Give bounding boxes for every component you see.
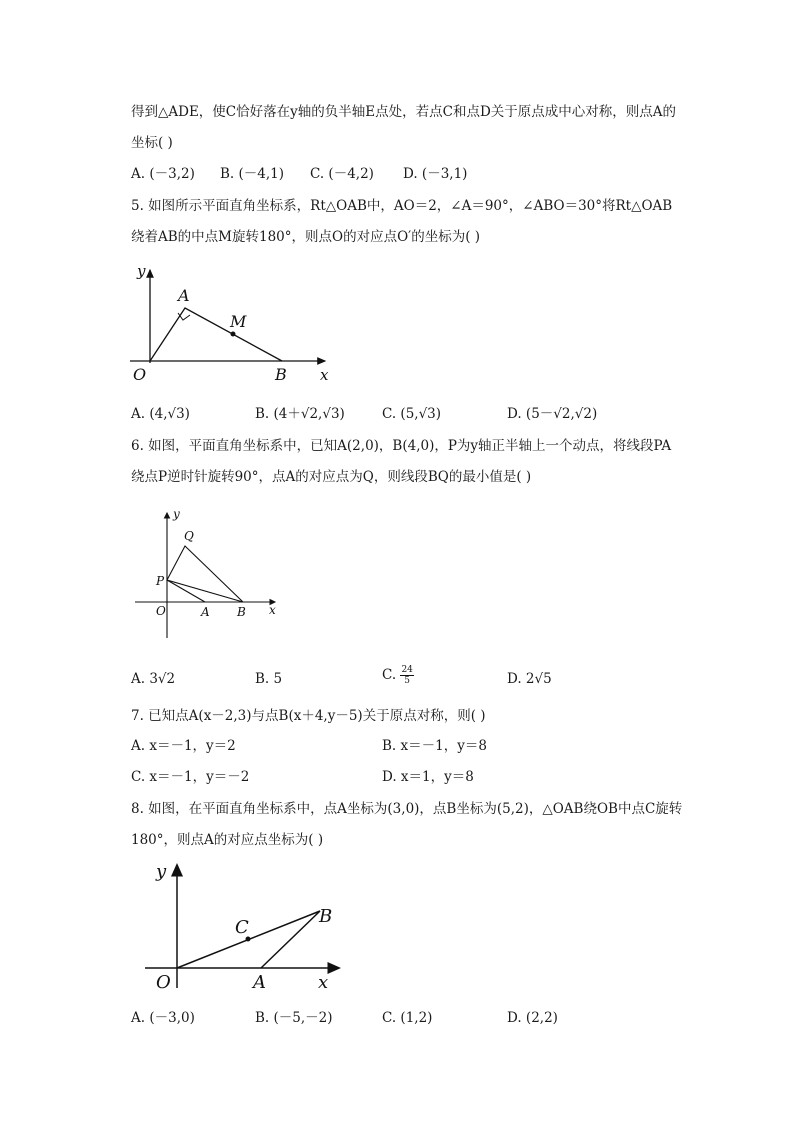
q4-stem-line2: 坐标( ): [131, 135, 173, 151]
q8-label-c: C: [235, 917, 249, 938]
q5-option-a[interactable]: A. (4,√3): [131, 406, 190, 422]
q5-label-b: B: [275, 365, 287, 384]
q7-option-b[interactable]: B. x＝－1，y＝8: [382, 738, 487, 754]
q6-option-d[interactable]: D. 2√5: [507, 671, 552, 687]
q6-triangle: [167, 546, 243, 602]
q8-label-o: O: [156, 972, 171, 993]
q6-stem-line1: 6. 如图，平面直角坐标系中，已知A(2,0)，B(4,0)，P为y轴正半轴上一个动点，将线段PA: [131, 438, 672, 454]
q5-label-y: y: [137, 262, 146, 280]
q6-figure: [130, 505, 280, 640]
q8-option-b[interactable]: B. (－5,－2): [255, 1010, 333, 1026]
q5-option-d[interactable]: D. (5－√2,√2): [507, 406, 598, 422]
q5-point-m: [231, 332, 236, 337]
q6-label-x: x: [269, 603, 276, 617]
q8-label-y: y: [156, 861, 167, 882]
q8-figure: [140, 858, 345, 993]
q6-label-y: y: [173, 507, 180, 521]
q4-stem-line1: 得到△ADE，使C恰好落在y轴的负半轴E点处，若点C和点D关于原点成中心对称，则点A的: [131, 104, 677, 120]
q5-label-a: A: [178, 286, 190, 305]
q6-stem-line2: 绕点P逆时针旋转90°，点A的对应点为Q，则线段BQ的最小值是( ): [131, 469, 532, 485]
q6-segment-pa: [167, 580, 205, 602]
q5-figure: [125, 258, 340, 388]
q8-label-b: B: [319, 906, 333, 927]
q5-option-c[interactable]: C. (5,√3): [382, 406, 442, 422]
q5-label-o: O: [133, 365, 147, 384]
q4-option-d[interactable]: D. (－3,1): [403, 166, 468, 182]
q4-option-a[interactable]: A. (－3,2): [131, 166, 195, 182]
q8-option-c[interactable]: C. (1,2): [382, 1010, 433, 1026]
q8-option-d[interactable]: D. (2,2): [507, 1010, 558, 1026]
q6-option-c[interactable]: [382, 665, 414, 686]
q6-label-q: Q: [184, 529, 194, 543]
q8-stem-line2: 180°，则点A的对应点坐标为( ): [131, 832, 324, 848]
q5-triangle: [150, 308, 282, 361]
q7-stem-line1: 7. 已知点A(x－2,3)与点B(x＋4,y－5)关于原点对称，则( ): [131, 708, 486, 724]
q4-option-b[interactable]: B. (－4,1): [220, 166, 285, 182]
q6-option-c-numerator: 24: [401, 665, 413, 675]
q8-label-x: x: [318, 972, 329, 993]
q6-option-c-fraction: [400, 665, 413, 686]
q5-label-m: M: [230, 312, 247, 331]
q6-option-a[interactable]: A. 3√2: [131, 671, 176, 687]
q8-option-a[interactable]: A. (－3,0): [131, 1010, 195, 1026]
q5-label-x: x: [320, 366, 329, 384]
q6-label-p: P: [156, 574, 165, 588]
q6-label-b: B: [237, 605, 246, 619]
q4-option-c[interactable]: C. (－4,2): [310, 166, 374, 182]
q5-option-b[interactable]: B. (4＋√2,√3): [255, 406, 345, 422]
q6-option-b[interactable]: B. 5: [255, 671, 283, 687]
q8-stem-line1: 8. 如图，在平面直角坐标系中，点A坐标为(3,0)，点B坐标为(5,2)，△OAB绕OB中点C旋转: [131, 801, 683, 817]
q6-option-c-denominator: 5: [404, 676, 411, 686]
q7-option-c[interactable]: C. x＝－1，y＝－2: [131, 769, 250, 785]
q7-option-d[interactable]: D. x＝1，y＝8: [382, 769, 474, 785]
q6-label-o: O: [156, 604, 166, 618]
q6-label-a: A: [201, 605, 210, 619]
q5-stem-line2: 绕着AB的中点M旋转180°，则点O的对应点O′的坐标为( ): [131, 229, 481, 245]
q7-option-a[interactable]: A. x＝－1，y＝2: [131, 738, 236, 754]
q6-option-c-prefix: C.: [382, 667, 397, 683]
q5-stem-line1: 5. 如图所示平面直角坐标系，Rt△OAB中，AO＝2，∠A＝90°，∠ABO＝30°将Rt△OAB: [131, 198, 673, 214]
q8-label-a: A: [253, 972, 266, 993]
